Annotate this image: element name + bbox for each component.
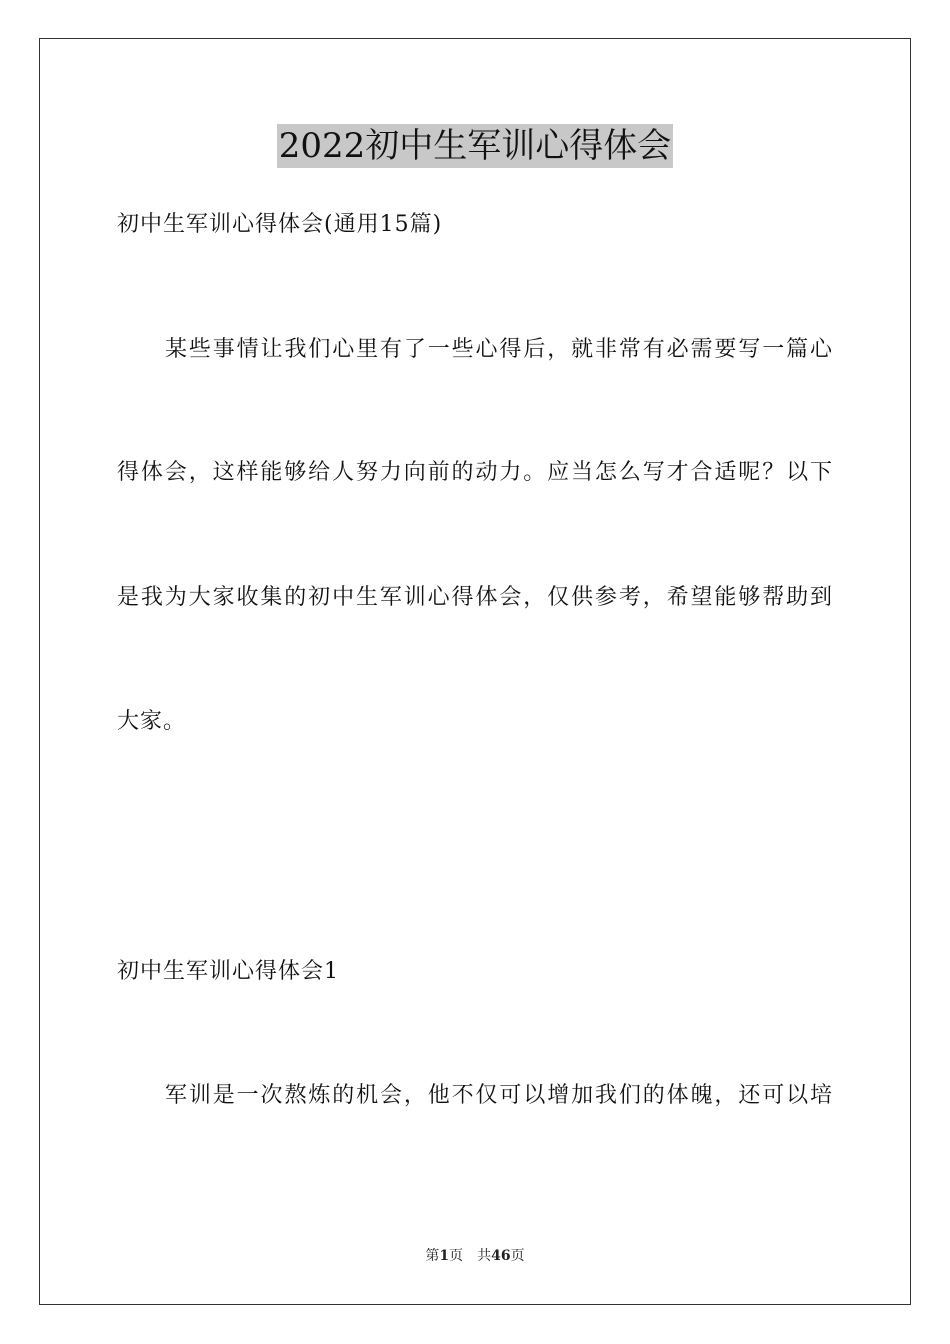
document-subtitle: 初中生军训心得体会(通用15篇) xyxy=(117,212,443,237)
total-pages: 46 xyxy=(491,1248,511,1264)
page-suffix: 页 xyxy=(449,1248,464,1264)
paragraph-line: 军训是一次熬炼的机会，他不仅可以增加我们的体魄，还可以培 xyxy=(165,1083,833,1108)
page-number: 1 xyxy=(439,1248,450,1264)
page-prefix: 第 xyxy=(425,1248,440,1264)
paragraph-line: 大家。 xyxy=(117,709,187,734)
paragraph-line: 某些事情让我们心里有了一些心得后，就非常有必需要写一篇心 xyxy=(165,337,833,362)
page-footer xyxy=(0,1246,950,1266)
total-prefix: 共 xyxy=(477,1248,492,1264)
paragraph-line: 得体会，这样能够给人努力向前的动力。应当怎么写才合适呢？以下 xyxy=(117,460,833,485)
total-suffix: 页 xyxy=(510,1248,525,1264)
section-heading: 初中生军训心得体会1 xyxy=(117,959,339,984)
document-title: 2022初中生军训心得体会 xyxy=(278,126,672,166)
paragraph-line: 是我为大家收集的初中生军训心得体会，仅供参考，希望能够帮助到 xyxy=(117,585,833,610)
title-container xyxy=(0,124,950,168)
